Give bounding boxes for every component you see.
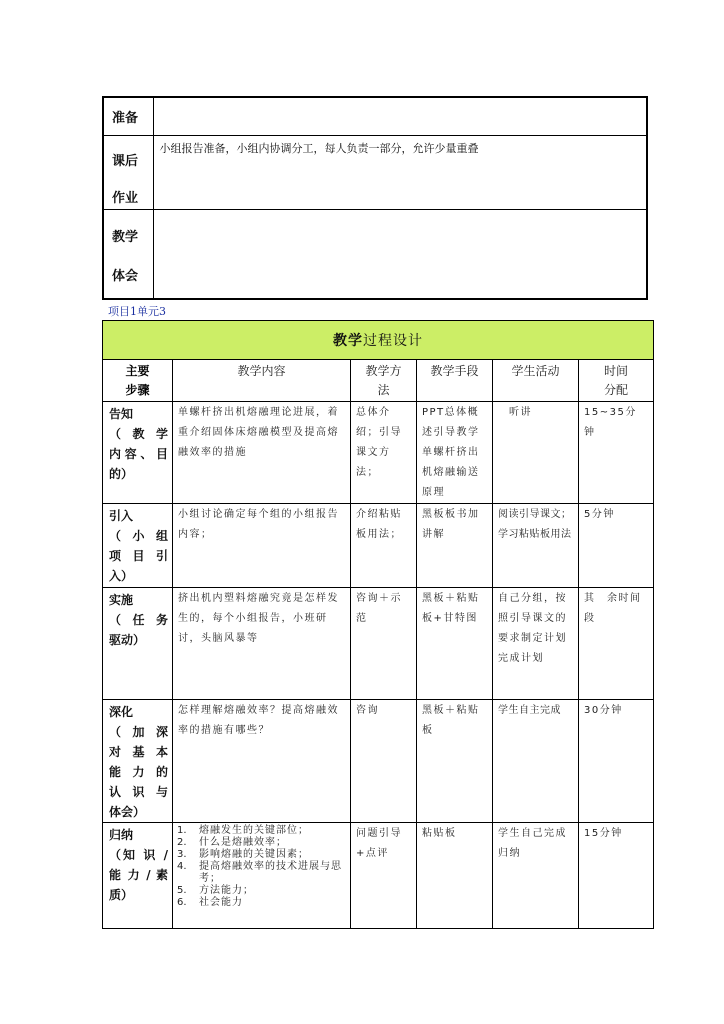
list-item: 4. 提高熔融效率的技术进展与思考； [177,861,342,884]
time-cell: 15~35分钟 [579,402,654,504]
step-cell: 归纳 （知 识 / 能 力 / 素 质） [103,823,173,929]
table-row [103,504,654,588]
row-label-homework: 课后 作业 [103,135,153,209]
activity-cell: 学生自主完成 [493,700,579,823]
step-cell: 深化 （ 加 深 对 基 本 能 力 的 认 识 与 体会） [103,700,173,823]
means-cell: PPT总体概述引导教学单螺杆挤出机熔融输送原理 [417,402,493,504]
step-cell: 告知 （ 教 学 内容、目 的） [103,402,173,504]
reflection-table [102,96,648,300]
table-row [103,209,647,299]
header-step: 主要 步骤 [103,360,173,402]
list-item: 6. 社会能力 [177,897,243,908]
list-item: 1. 熔融发生的关键部位； [177,825,309,836]
table-title: 教学过程设计 [103,321,654,360]
row-label-prep: 准备 [103,97,153,135]
row-label-reflection: 教学 体会 [103,209,153,299]
activity-cell: 学生自己完成归纳 [493,823,579,929]
content-cell: 小组讨论确定每个组的小组报告内容； [173,504,351,588]
header-row [103,360,654,402]
activity-cell: 阅读引导课文；学习粘贴板用法 [493,504,579,588]
list-item: 3. 影响熔融的关键因素； [177,849,309,860]
means-cell: 粘贴板 [417,823,493,929]
header-activity: 学生活动 [493,360,579,402]
step-cell: 实施 （ 任 务 驱动） [103,588,173,700]
header-means: 教学手段 [417,360,493,402]
activity-cell: 听讲 [493,402,579,504]
unit-caption: 项目1单元3 [108,305,166,318]
content-cell: 单螺杆挤出机熔融理论进展，着重介绍固体床熔融模型及提高熔融效率的措施 [173,402,351,504]
header-method: 教学方 法 [351,360,417,402]
method-cell: 介绍粘贴板用法； [351,504,417,588]
time-cell: 30分钟 [579,700,654,823]
content-cell: 怎样理解熔融效率？提高熔融效率的措施有哪些？ [173,700,351,823]
method-cell: 咨询＋示范 [351,588,417,700]
content-cell-list [173,823,351,929]
title-row [103,321,654,360]
row-content-prep [153,97,647,135]
table-row [103,700,654,823]
header-content: 教学内容 [173,360,351,402]
table-row [103,823,654,929]
row-content-reflection [153,209,647,299]
means-cell: 黑板板书加讲解 [417,504,493,588]
table-row [103,135,647,209]
time-cell: 5分钟 [579,504,654,588]
header-time: 时间 分配 [579,360,654,402]
time-cell: 其 余时间段 [579,588,654,700]
method-cell: 总体介绍；引导课文方法； [351,402,417,504]
teaching-process-table [102,320,654,929]
table-row [103,588,654,700]
table-row [103,402,654,504]
list-item: 2. 什么是熔融效率； [177,837,287,848]
row-content-homework: 小组报告准备，小组内协调分工，每人负责一部分，允许少量重叠 [153,135,647,209]
method-cell: 咨询 [351,700,417,823]
method-cell: 问题引导+点评 [351,823,417,929]
content-cell: 挤出机内塑料熔融究竟是怎样发生的，每个小组报告，小班研讨，头脑风暴等 [173,588,351,700]
means-cell: 黑板＋粘贴板 [417,700,493,823]
list-item: 5. 方法能力； [177,885,254,896]
activity-cell: 自己分组，按照引导课文的要求制定计划完成计划 [493,588,579,700]
step-cell: 引入 （ 小 组 项 目 引 入） [103,504,173,588]
means-cell: 黑板＋粘贴板+甘特图 [417,588,493,700]
time-cell: 15分钟 [579,823,654,929]
table-row [103,97,647,135]
